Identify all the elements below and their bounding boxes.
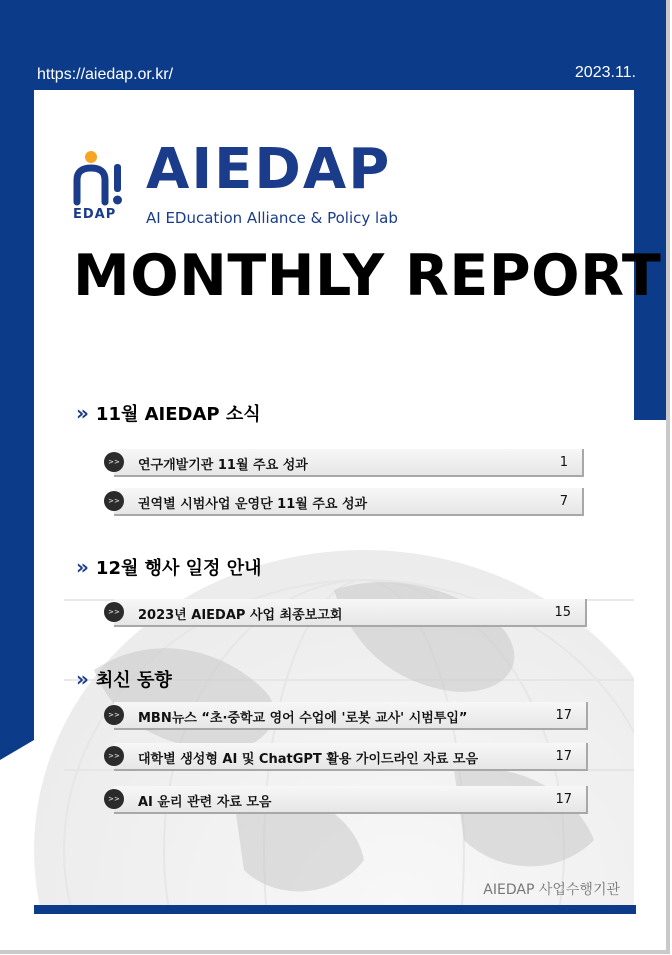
toc-item-page: 1: [559, 455, 568, 470]
toc-item-page: 15: [554, 605, 571, 620]
toc-item[interactable]: [108, 599, 587, 627]
toc-item-page: 17: [555, 708, 572, 723]
double-chevron-icon: »: [76, 555, 86, 579]
report-date: 2023.11.: [574, 64, 636, 81]
logo-subtitle: AI EDucation Alliance & Policy lab: [146, 209, 398, 227]
toc-item-label: 연구개발기관 11월 주요 성과: [138, 458, 308, 473]
bullet-icon: >>: [104, 789, 124, 809]
toc-item-page: 7: [559, 494, 568, 509]
report-title: MONTHLY REPORT: [73, 243, 662, 309]
section-heading-news: » 11월 AIEDAP 소식: [76, 401, 261, 425]
toc-item[interactable]: [108, 488, 584, 516]
logo-edap-wordmark: EDAP: [73, 207, 117, 222]
right-corner-shape: [634, 380, 666, 420]
footer-organization: AIEDAP 사업수행기관: [483, 882, 620, 898]
website-url[interactable]: https://aiedap.or.kr/: [37, 66, 174, 83]
toc-item-label: 대학별 생성형 AI 및 ChatGPT 활용 가이드라인 자료 모음: [138, 752, 478, 767]
toc-item-label: 권역별 시범사업 운영단 11월 주요 성과: [138, 497, 368, 512]
section-heading-events: » 12월 행사 일정 안내: [76, 555, 262, 579]
bullet-icon: >>: [104, 491, 124, 511]
bullet-icon: >>: [104, 705, 124, 725]
toc-item-label: AI 윤리 관련 자료 모음: [138, 795, 272, 810]
toc-item[interactable]: [108, 702, 588, 730]
bullet-icon: >>: [104, 602, 124, 622]
toc-item[interactable]: [108, 786, 588, 814]
toc-item-label: 2023년 AIEDAP 사업 최종보고회: [138, 608, 343, 623]
toc-item-page: 17: [555, 749, 572, 764]
section-heading-trends: » 최신 동향: [76, 667, 172, 691]
toc-item-page: 17: [555, 792, 572, 807]
toc-item[interactable]: [108, 449, 584, 477]
bullet-icon: >>: [104, 452, 124, 472]
toc-item[interactable]: [108, 743, 588, 771]
footer-bar: [34, 905, 636, 914]
toc-item-label: MBN뉴스 “초·중학교 영어 수업에 '로봇 교사' 시범투입”: [138, 711, 468, 726]
bullet-icon: >>: [104, 746, 124, 766]
left-corner-shape: [0, 600, 34, 950]
logo-title: AIEDAP: [146, 137, 392, 202]
double-chevron-icon: »: [76, 667, 86, 691]
double-chevron-icon: »: [76, 401, 86, 425]
